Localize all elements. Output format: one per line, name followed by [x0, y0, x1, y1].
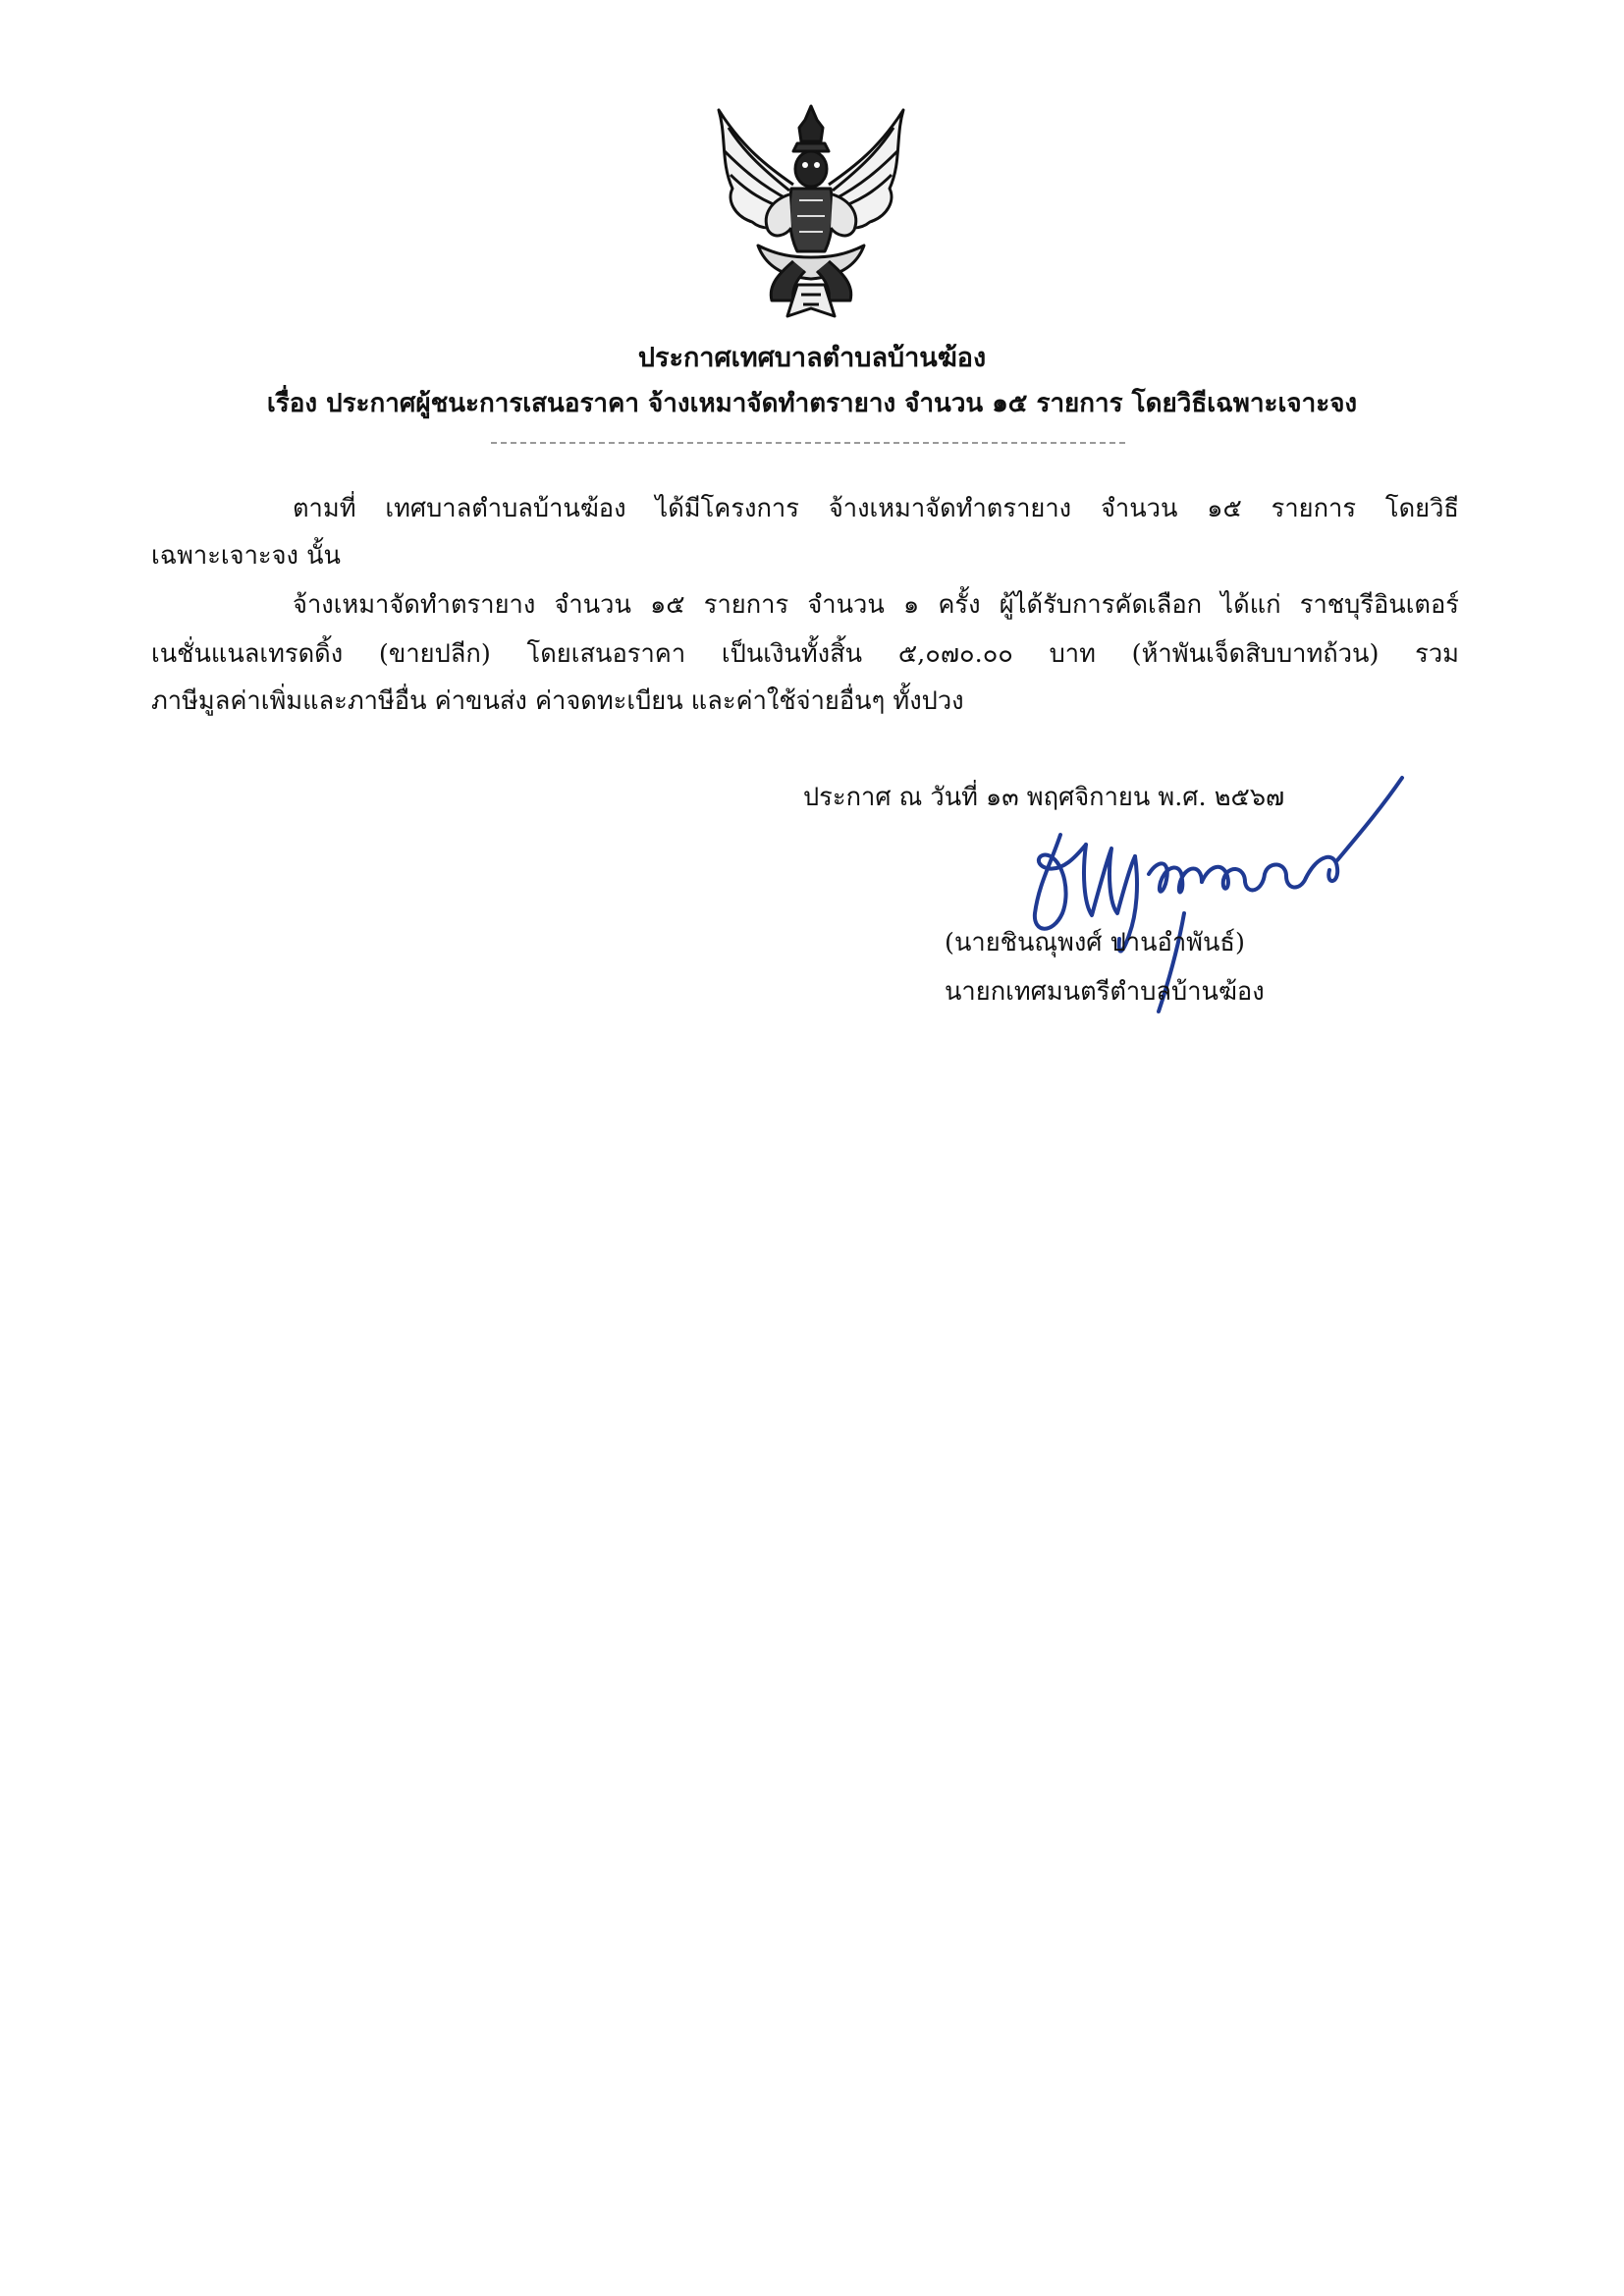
paragraph-1-line-1: ตามที่ เทศบาลตำบลบ้านฆ้อง ได้มีโครงการ จ้างเหมาจัดทำตรายาง จำนวน ๑๕ รายการ โดยวิธี: [293, 494, 1459, 523]
paragraph-2-line-1: จ้างเหมาจัดทำตรายาง จำนวน ๑๕ รายการ จำนวน ๑ ครั้ง ผู้ได้รับการคัดเลือก ได้แก่ ราชบุรีอินเตอร์: [293, 590, 1459, 620]
garuda-emblem-icon: [699, 98, 923, 326]
divider-line: [491, 442, 1125, 444]
paragraph-2-line-2: เนชั่นแนลเทรดดิ้ง (ขายปลีก) โดยเสนอราคา เป็นเงินทั้งสิ้น ๕,๐๗๐.๐๐ บาท (ห้าพันเจ็ดสิบบาทถ้วน) รวม: [151, 639, 1459, 669]
paragraph-2-line-3: ภาษีมูลค่าเพิ่มและภาษีอื่น ค่าขนส่ง ค่าจดทะเบียน และค่าใช้จ่ายอื่นๆ ทั้งปวง: [151, 686, 964, 716]
announcement-subject: เรื่อง ประกาศผู้ชนะการเสนอราคา จ้างเหมาจัดทำตรายาง จำนวน ๑๕ รายการ โดยวิธีเฉพาะเจาะจง: [266, 389, 1358, 418]
paragraph-1-line-2: เฉพาะเจาะจง นั้น: [151, 541, 341, 571]
signer-title: นายกเทศมนตรีตำบลบ้านฆ้อง: [945, 977, 1265, 1007]
signer-name: (นายชินณุพงศ์ ปานอำพันธ์): [945, 928, 1245, 957]
announcement-title: ประกาศเทศบาลตำบลบ้านฆ้อง: [637, 343, 987, 373]
announce-date: ประกาศ ณ วันที่ ๑๓ พฤศจิกายน พ.ศ. ๒๕๖๗: [803, 783, 1285, 812]
